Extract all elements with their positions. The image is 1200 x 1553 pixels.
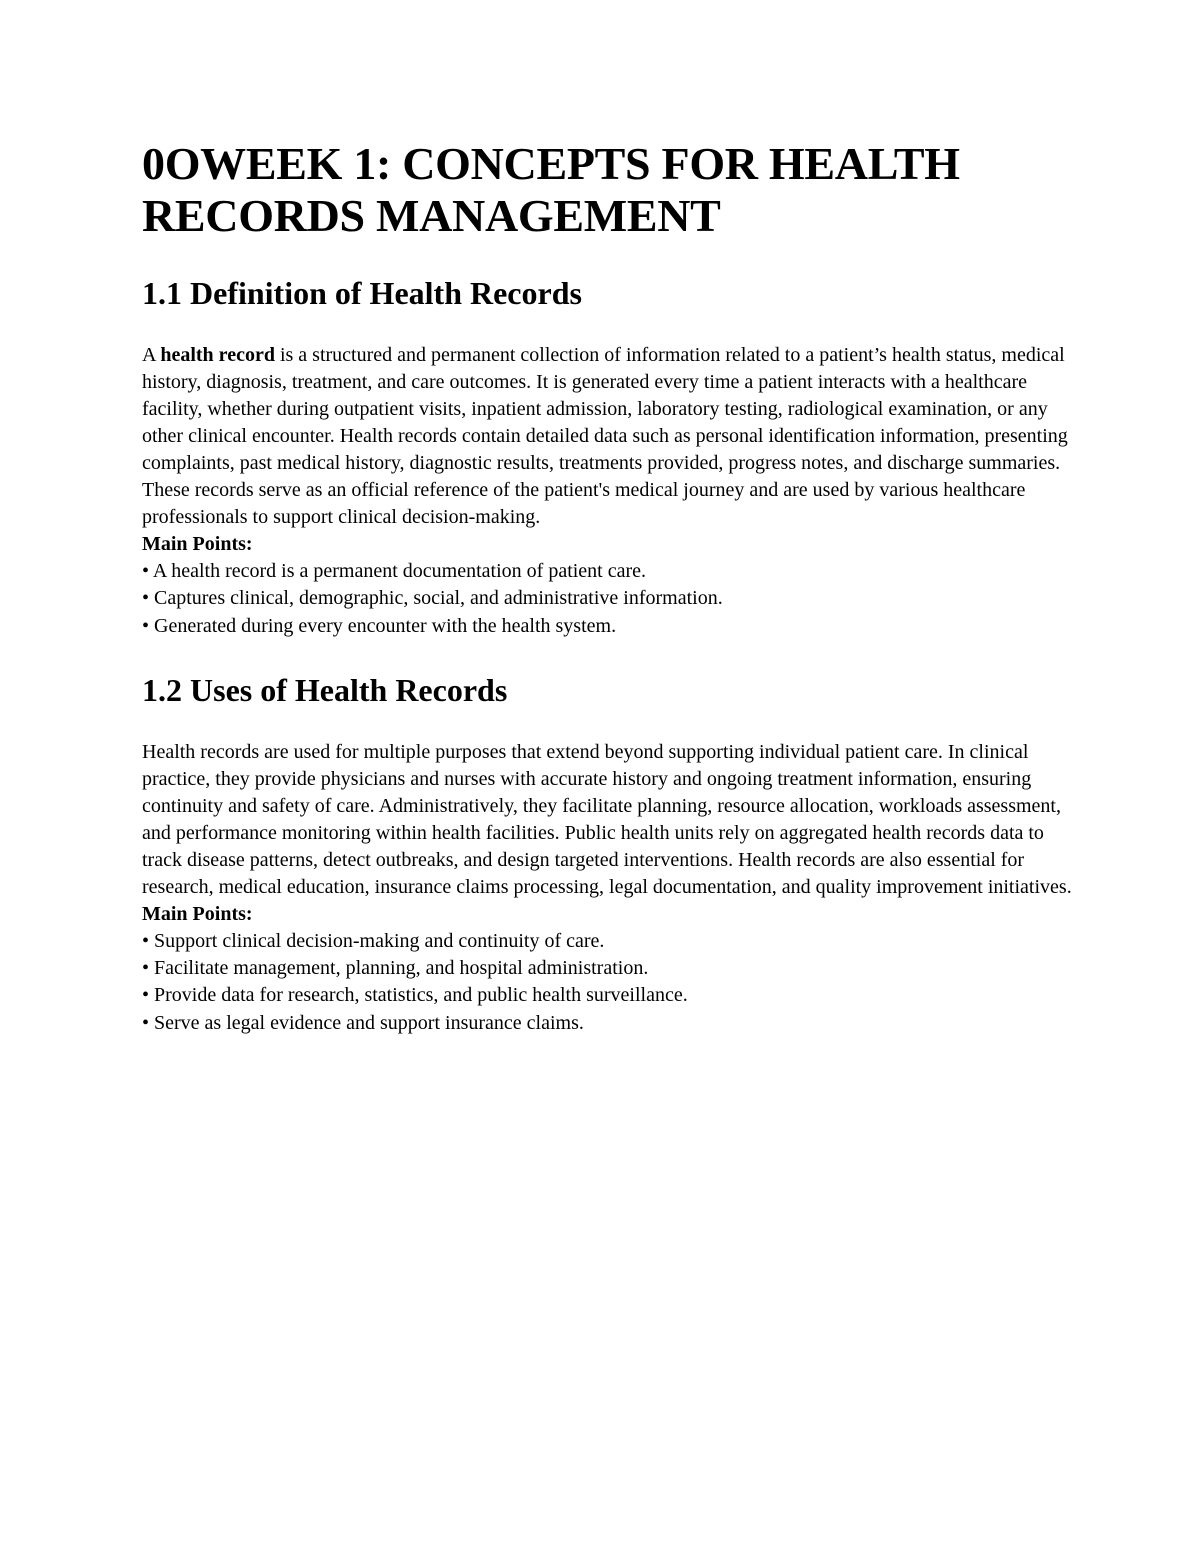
list-item: • Serve as legal evidence and support insurance claims.: [142, 1011, 584, 1034]
paragraph-prefix: A: [142, 344, 161, 366]
main-points-label: Main Points:: [142, 902, 253, 925]
document-title: 0OWEEK 1: CONCEPTS FOR HEALTH RECORDS MANAGEMENT: [142, 138, 960, 241]
section-heading: 1.1 Definition of Health Records: [142, 275, 582, 311]
section-paragraph: Health records are used for multiple purposes that extend beyond supporting individual patient care. In clinical practice, they provide physicians and nurses with accurate history and ongoing treatment information, ensuring continuity and safety of care. Administratively, they facilitate planning, resource allocation, workloads assessment, and performance monitoring within health facilities. Public health units rely on aggregated health records data to track disease patterns, detect outbreaks, and design targeted interventions. Health records are also essential for research, medical education, insurance claims processing, legal documentation, and quality improvement initiatives.: [142, 740, 1072, 898]
document-page: [142, 138, 1072, 1068]
list-item: • Provide data for research, statistics, and public health surveillance.: [142, 984, 688, 1007]
list-item: • Facilitate management, planning, and hospital administration.: [142, 957, 649, 980]
list-item: • A health record is a permanent documentation of patient care.: [142, 560, 647, 582]
paragraph-body: is a structured and permanent collection of information related to a patient’s health status, medical history, diagnosis, treatment, and care outcomes. It is generated every time a patient interacts with a healthcare facility, whether during outpatient visits, inpatient admission, laboratory testing, radiological examination, or any other clinical encounter. Health records contain detailed data such as personal identification information, presenting complaints, past medical history, diagnostic results, treatments provided, progress notes, and discharge summaries. These records serve as an official reference of the patient's medical journey and are used by various healthcare professionals to support clinical decision-making.: [142, 344, 1068, 528]
section-heading: 1.2 Uses of Health Records: [142, 671, 508, 708]
section-definition: [142, 274, 1072, 640]
section-uses: [142, 671, 1072, 1037]
list-item: • Support clinical decision-making and continuity of care.: [142, 929, 605, 952]
main-points-label: Main Points:: [142, 533, 253, 555]
section-paragraph: [142, 342, 1072, 531]
list-item: • Generated during every encounter with the health system.: [142, 614, 617, 637]
paragraph-term: health record: [160, 344, 275, 366]
list-item: • Captures clinical, demographic, social, and administrative information.: [142, 587, 723, 610]
